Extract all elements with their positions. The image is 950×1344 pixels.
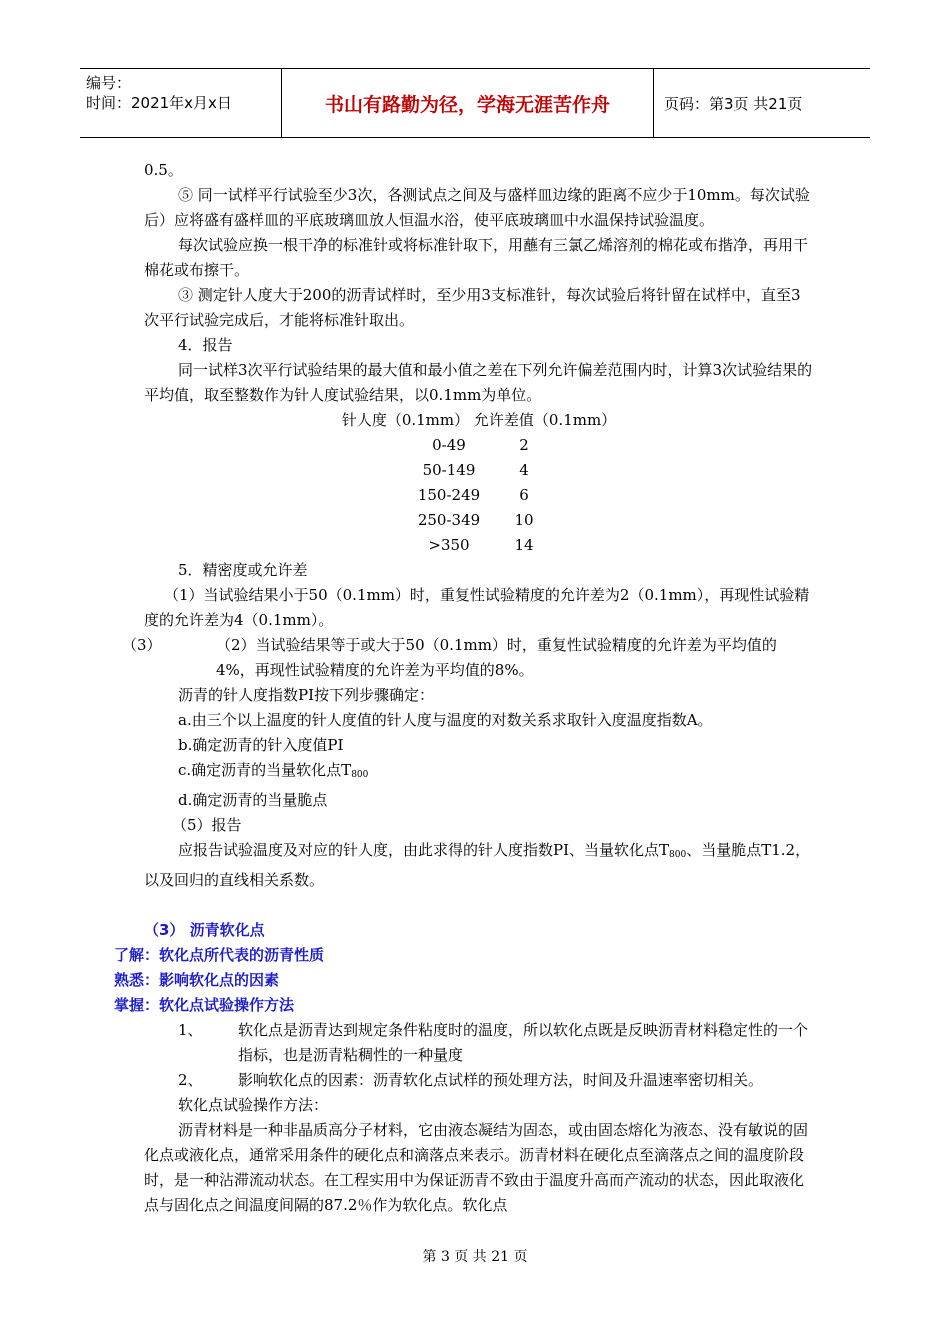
paragraph: b.确定沥青的针入度值PI (178, 736, 344, 754)
paragraph: a.由三个以上温度的针人度值的针人度与温度的对数关系求取针入度温度指数A。 (178, 711, 713, 729)
paragraph: d.确定沥青的当量脆点 (178, 791, 328, 809)
learning-goal: 了解：软化点所代表的沥青性质 (114, 946, 325, 964)
paragraph (144, 838, 814, 893)
section-heading: （5）报告 (172, 816, 242, 834)
table-cell: 6 (519, 486, 529, 504)
table-row (144, 433, 814, 458)
learning-goal: 熟悉：影响软化点的因素 (114, 971, 280, 989)
paragraph: ③ 测定针人度大于200的沥青试样时，至少用3支标准针，每次试验后将针留在试样中，直至3次平行试验完成后，才能将标准针取出。 (144, 286, 801, 329)
table-row (144, 458, 814, 483)
table-cell: 150-249 (417, 486, 481, 504)
table-cell: 50-149 (422, 461, 476, 479)
text-span: c.确定沥青的当量软化点T (178, 761, 352, 779)
paragraph: 0.5。 (144, 161, 183, 179)
table-cell: 250-349 (417, 511, 481, 529)
numbered-item (122, 633, 814, 683)
table-cell: 10 (514, 511, 534, 529)
text-span: 、当量脆点T1.2，以及回归的直线相关系数。 (144, 841, 811, 889)
time-label: 时间：2021年x月x日 (86, 94, 232, 112)
paragraph: 沥青材料是一种非晶质高分子材料，它由液态凝结为固态，或由固态熔化为液态、没有敏说的固化点或液化点，通常采用条件的硬化点和滴落点来表示。沥青材料在硬化点至滴落点之间的温度阶段时，是一种沾滞流动状态。在工程实用中为保证沥青不致由于温度升高而产流动的状态，因此取液化点与固化点之间温度间隔的87.2％作为软化点。软化点 (144, 1121, 809, 1214)
table-row (144, 483, 814, 508)
text-span: 应报告试验温度及对应的针人度，由此求得的针人度指数PI、当量软化点T (178, 841, 670, 859)
paragraph: 每次试验应换一根干净的标准针或将标准针取下，用蘸有三氯乙烯溶剂的棉花或布揩净，再用干棉花或布擦干。 (144, 236, 809, 279)
tolerance-table (144, 408, 814, 558)
subscript: 800 (669, 850, 687, 860)
table-row (144, 533, 814, 558)
table-cell: 14 (514, 536, 534, 554)
number-label: 编号： (86, 74, 132, 92)
item-number: （3） (122, 636, 162, 654)
section-heading: 5．精密度或允许差 (178, 561, 308, 579)
table-cell: >350 (428, 536, 470, 554)
table-cell: 4 (519, 461, 529, 479)
item-text: 影响软化点的因素：沥青软化点试样的预处理方法，时间及升温速率密切相关。 (238, 1071, 764, 1089)
paragraph (144, 758, 814, 788)
paragraph: （1）当试验结果小于50（0.1mm）时，重复性试验精度的允许差为2（0.1mm），再现性试验精度的允许差为4（0.1mm）。 (144, 586, 810, 629)
paragraph: 沥青的针人度指数PI按下列步骤确定： (178, 686, 435, 704)
table-cell: 0-49 (432, 436, 466, 454)
page-footer: 第 3 页 共 21 页 (422, 1249, 528, 1265)
learning-goal: 掌握：软化点试验操作方法 (114, 996, 295, 1014)
section-title: （3） 沥青软化点 (144, 921, 265, 939)
item-number: 1、 (178, 1021, 203, 1039)
table-row (144, 508, 814, 533)
paragraph: 同一试样3次平行试验结果的最大值和最小值之差在下列允许偏差范围内时，计算3次试验结果的平均值，取至整数作为针人度试验结果，以0.1mm为单位。 (144, 361, 813, 404)
numbered-item (144, 1018, 814, 1068)
item-text: （2）当试验结果等于或大于50（0.1mm）时，重复性试验精度的允许差为平均值的4%，再现性试验精度的允许差为平均值的8%。 (216, 636, 777, 679)
table-cell: 2 (519, 436, 529, 454)
header-motto: 书山有路勤为径，学海无涯苦作舟 (282, 69, 654, 137)
page-header (80, 68, 870, 138)
numbered-item (144, 1068, 814, 1093)
table-header: 针人度（0.1mm） 允许差值（0.1mm） (341, 411, 617, 429)
header-meta (80, 69, 282, 137)
subscript: 800 (351, 770, 369, 780)
section-heading: 4．报告 (178, 336, 233, 354)
paragraph: 软化点试验操作方法： (178, 1096, 329, 1114)
item-text: 软化点是沥青达到规定条件粘度时的温度，所以软化点既是反映沥青材料稳定性的一个指标，也是沥青粘稠性的一种量度 (238, 1021, 809, 1064)
header-page-label: 页码：第3页 共21页 (664, 94, 803, 113)
document-body (114, 158, 814, 1218)
paragraph: ⑤ 同一试样平行试验至少3次，各测试点之间及与盛样皿边缘的距离不应少于10mm。每次试验后）应将盛有盛样皿的平底玻璃皿放人恒温水浴，使平底玻璃皿中水温保持试验温度。 (144, 186, 810, 229)
item-number: 2、 (178, 1071, 203, 1089)
